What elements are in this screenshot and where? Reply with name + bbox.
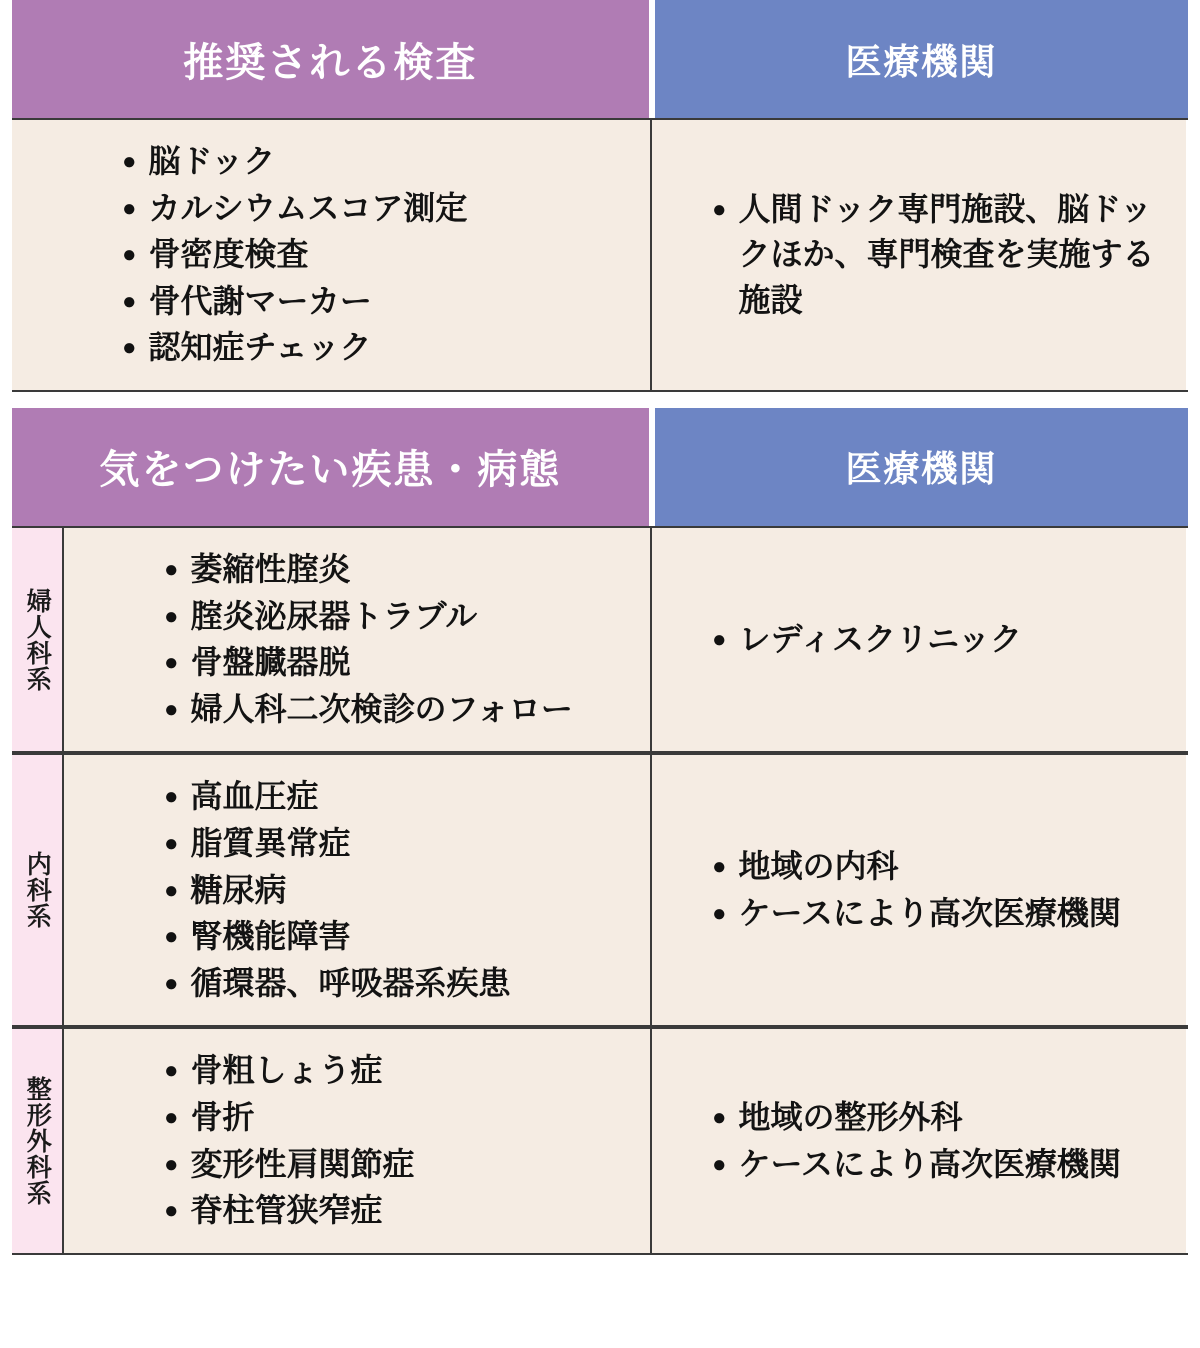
recommended-exams-list bbox=[122, 138, 650, 372]
medical-institution-list-internal-medicine bbox=[712, 843, 1166, 937]
list-item: ● 人間ドック専門施設、脳ドックほか、専門検査を実施する施設 bbox=[712, 187, 1166, 323]
bullet-icon: ● bbox=[122, 334, 137, 362]
conditions-cell-orthopedics bbox=[64, 1029, 652, 1252]
header-recommended-exams: 推奨される検査 bbox=[12, 0, 649, 118]
list-item: ● 婦人科二次検診のフォロー bbox=[164, 687, 650, 733]
bullet-icon: ● bbox=[712, 1103, 727, 1131]
bullet-icon: ● bbox=[164, 969, 179, 997]
list-item: ● 腎機能障害 bbox=[164, 914, 650, 960]
bullet-icon: ● bbox=[712, 899, 727, 927]
bullet-icon: ● bbox=[164, 876, 179, 904]
category-label-internal-medicine: 内科系 bbox=[12, 755, 64, 1025]
conditions-list-gynecology bbox=[164, 546, 650, 733]
bullet-icon: ● bbox=[164, 1150, 179, 1178]
conditions-list-internal-medicine bbox=[164, 773, 650, 1007]
recommended-exams-cell bbox=[12, 120, 652, 390]
list-item: ● 高血圧症 bbox=[164, 774, 650, 820]
bullet-icon: ● bbox=[712, 625, 727, 653]
medical-institution-list-orthopedics bbox=[712, 1094, 1166, 1188]
list-item: ● ケースにより高次医療機関 bbox=[712, 1142, 1166, 1188]
bullet-icon: ● bbox=[712, 1150, 727, 1178]
list-item: ● 地域の整形外科 bbox=[712, 1095, 1166, 1141]
bullet-icon: ● bbox=[164, 783, 179, 811]
bullet-icon: ● bbox=[712, 853, 727, 881]
medical-institution-list-1 bbox=[712, 186, 1166, 324]
bullet-icon: ● bbox=[164, 923, 179, 951]
list-item: ● 萎縮性腟炎 bbox=[164, 547, 650, 593]
bullet-icon: ● bbox=[122, 148, 137, 175]
conditions-cell-internal-medicine bbox=[64, 755, 652, 1025]
list-item: ● カルシウムスコア測定 bbox=[122, 186, 650, 232]
list-item: ● レディスクリニック bbox=[712, 617, 1166, 663]
header-watch-conditions: 気をつけたい疾患・病態 bbox=[12, 408, 649, 526]
bullet-icon: ● bbox=[164, 829, 179, 857]
bullet-icon: ● bbox=[164, 602, 179, 630]
list-item: ● 骨盤臓器脱 bbox=[164, 640, 650, 686]
list-item: ● 骨代謝マーカー bbox=[122, 279, 650, 325]
section-divider-space bbox=[0, 392, 1200, 408]
bullet-icon: ● bbox=[164, 695, 179, 723]
bullet-icon: ● bbox=[164, 1057, 179, 1085]
table-row bbox=[12, 753, 1188, 1027]
section2-header-row bbox=[12, 408, 1188, 526]
bullet-icon: ● bbox=[164, 555, 179, 583]
medical-institution-cell-orthopedics bbox=[650, 1029, 1186, 1252]
medical-institution-cell-gynecology bbox=[650, 528, 1186, 751]
category-label-orthopedics: 整形外科系 bbox=[12, 1029, 64, 1252]
table-row bbox=[12, 526, 1188, 753]
header-medical-institution-1: 医療機関 bbox=[655, 0, 1188, 118]
list-item: ● 骨粗しょう症 bbox=[164, 1048, 650, 1094]
section-recommended-exams bbox=[12, 0, 1188, 392]
bullet-icon: ● bbox=[164, 1103, 179, 1131]
category-label-gynecology: 婦人科系 bbox=[12, 528, 64, 751]
list-item: ● 骨折 bbox=[164, 1095, 650, 1141]
bullet-icon: ● bbox=[122, 241, 137, 269]
list-item: ● 循環器、呼吸器系疾患 bbox=[164, 961, 650, 1007]
table-row bbox=[12, 1027, 1188, 1254]
bullet-icon: ● bbox=[164, 649, 179, 677]
bullet-icon: ● bbox=[122, 287, 137, 315]
bullet-icon: ● bbox=[164, 1197, 179, 1225]
conditions-list-orthopedics bbox=[164, 1047, 650, 1234]
list-item: ● 認知症チェック bbox=[122, 325, 650, 371]
list-item: ● 地域の内科 bbox=[712, 844, 1166, 890]
bullet-icon: ● bbox=[122, 194, 137, 222]
section-watch-conditions bbox=[12, 408, 1188, 1255]
bullet-icon: ● bbox=[712, 195, 727, 223]
list-item: ● 腟炎泌尿器トラブル bbox=[164, 594, 650, 640]
medical-institution-list-gynecology bbox=[712, 616, 1166, 664]
list-item: ● 骨密度検査 bbox=[122, 232, 650, 278]
section1-header-row bbox=[12, 0, 1188, 118]
header-medical-institution-2: 医療機関 bbox=[655, 408, 1188, 526]
section1-body-row bbox=[12, 118, 1188, 392]
list-item: ● 脳ドック bbox=[122, 139, 650, 185]
medical-institution-cell-1 bbox=[650, 120, 1186, 390]
list-item: ● 糖尿病 bbox=[164, 868, 650, 914]
conditions-cell-gynecology bbox=[64, 528, 652, 751]
list-item: ● 脊柱管狭窄症 bbox=[164, 1188, 650, 1234]
list-item: ● 脂質異常症 bbox=[164, 821, 650, 867]
list-item: ● ケースにより高次医療機関 bbox=[712, 891, 1166, 937]
list-item: ● 変形性肩関節症 bbox=[164, 1142, 650, 1188]
medical-institution-cell-internal-medicine bbox=[650, 755, 1186, 1025]
